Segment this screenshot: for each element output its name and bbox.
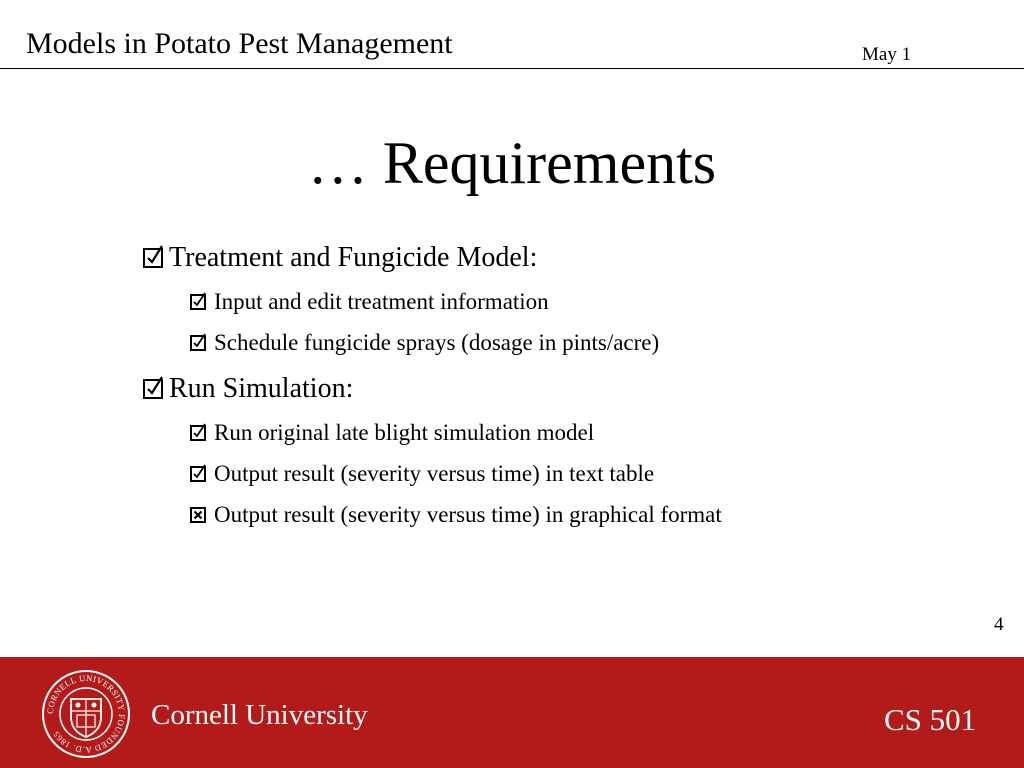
bullet-treatment-model — [143, 241, 537, 275]
bullet-text: Treatment and Fungicide Model: — [169, 242, 538, 273]
checkbox-checked-icon — [143, 248, 163, 268]
course-code: CS 501 — [884, 702, 977, 737]
checkbox-checked-icon — [190, 466, 206, 482]
checkbox-crossed-icon — [190, 507, 206, 523]
university-seal-icon — [41, 669, 131, 759]
bullet-run-model — [190, 419, 594, 447]
slide-title: … Requirements — [307, 130, 717, 196]
checkbox-checked-icon — [190, 335, 206, 351]
bullet-text: Run original late blight simulation model — [214, 420, 595, 445]
bullet-input-edit — [190, 288, 549, 316]
bullet-text: Output result (severity versus time) in graphical format — [214, 502, 722, 527]
bullet-output-graphical — [190, 501, 722, 529]
checkbox-checked-icon — [190, 425, 206, 441]
bullet-text: Output result (severity versus time) in text table — [214, 461, 655, 486]
checkbox-checked-icon — [143, 379, 163, 399]
seal-text: CORNELL UNIVERSITY FOUNDED A.D. 1865 — [44, 672, 128, 756]
bullet-text: Input and edit treatment information — [214, 289, 549, 314]
page-number: 4 — [994, 614, 1004, 635]
bullet-run-simulation — [143, 372, 353, 406]
bullet-output-table — [190, 460, 654, 488]
checkbox-checked-icon — [190, 294, 206, 310]
university-wordmark: Cornell University — [151, 699, 368, 731]
bullet-schedule-sprays — [190, 329, 659, 357]
bullet-text: Schedule fungicide sprays (dosage in pints/acre) — [214, 330, 660, 355]
footer-bar — [0, 657, 1024, 768]
presentation-title: Models in Potato Pest Management — [26, 27, 453, 60]
bullet-text: Run Simulation: — [169, 373, 354, 404]
presentation-date: May 1 — [862, 44, 912, 65]
